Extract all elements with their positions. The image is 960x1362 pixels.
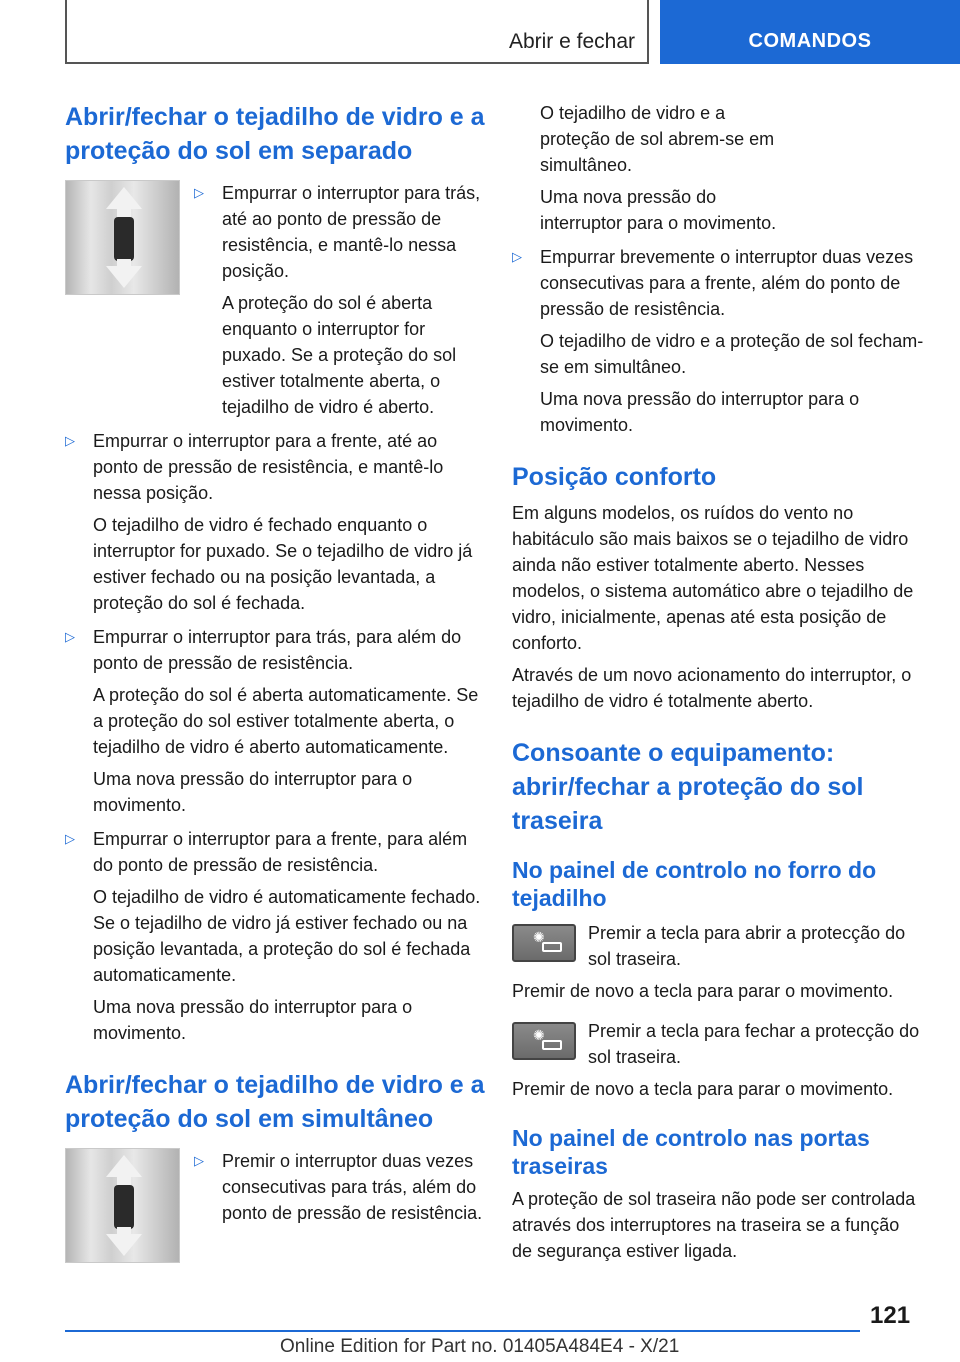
open-key-stop-text: Premir de novo a tecla para parar o movimento. — [512, 981, 894, 1001]
simultaneous-open-note: O tejadilho de vidro e a proteção de sol abrem-se em simultâneo. — [540, 103, 775, 175]
step-push-back-auto: ▷ Empurrar o interruptor para trás, para além do ponto de pressão de resistência. — [65, 624, 485, 676]
page-number: 121 — [870, 1302, 911, 1329]
footer-rule — [65, 1330, 860, 1332]
right-column — [512, 100, 924, 1264]
switch-icon — [114, 217, 134, 261]
switch-figure-row-1 — [65, 180, 485, 420]
step-push-back-note: A proteção do sol é aberta enquanto o interruptor for puxado. Se a proteção do sol estiver totalmente aberta, o tejadilho de vidro é aberto. — [222, 293, 457, 417]
step-push-forward: ▷ Empurrar o interruptor para a frente, até ao ponto de pressão de resistência, e mantê-lo nessa posição. — [65, 428, 485, 506]
step-press-twice-forward: ▷ Empurrar brevemente o interruptor duas vezes consecutivas para a frente, além do ponto de pressão de resistência. — [512, 244, 924, 322]
chapter-tab[interactable] — [660, 0, 960, 64]
open-key-text: Premir a tecla para abrir a protecção do sol traseira. — [588, 923, 906, 969]
heading-simultaneous: Abrir/fechar o tejadilho de vidro e a proteção do sol em simultâneo — [65, 1071, 485, 1133]
simultaneous-open-note-2: Uma nova pressão do interruptor para o movimento. — [540, 187, 777, 233]
roof-switch-image — [65, 180, 180, 295]
heading-separate: Abrir/fechar o tejadilho de vidro e a proteção do sol em separado — [65, 103, 485, 165]
arrow-down-icon — [106, 266, 142, 288]
step-press-twice-forward-note-2: Uma nova pressão do interruptor para o movimento. — [540, 389, 860, 435]
comfort-paragraph-1: Em alguns modelos, os ruídos do vento no habitáculo são mais baixos se o tejadilho de vidro ainda não estiver totalmente aberto. Nesses modelos, o sistema automático abre o tejadilho de vidro, inicialmente, apenas até esta posição de conforto. — [512, 503, 914, 653]
left-column — [65, 100, 485, 1263]
footer-edition: Online Edition for Part no. 01405A484E4 - X/21 — [280, 1336, 680, 1357]
heading-comfort-position: Posição conforto — [512, 463, 717, 491]
arrow-down-icon — [106, 1234, 142, 1256]
heading-rear-sunblind: Consoante o equipamento: abrir/fechar a proteção do sol traseira — [512, 739, 864, 835]
header-left-rule — [65, 0, 67, 64]
step-push-back-auto-note-2: Uma nova pressão do interruptor para o movimento. — [93, 769, 413, 815]
sunblind-open-key-icon: ✺ — [512, 924, 576, 962]
sunblind-close-key-icon: ✺ — [512, 1022, 576, 1060]
step-press-twice-forward-note: O tejadilho de vidro e a proteção de sol fecham-se em simultâneo. — [540, 331, 924, 377]
step-push-forward-auto-note: O tejadilho de vidro é automaticamente fechado. Se o tejadilho de vidro já estiver fechado ou na posição levantada, a proteção do sol é fechada automaticamente. — [93, 887, 481, 985]
step-push-forward-auto: ▷ Empurrar o interruptor para a frente, para além do ponto de pressão de resistência. — [65, 826, 485, 878]
roof-switch-image — [65, 1148, 180, 1263]
comfort-paragraph-2: Através de um novo acionamento do interruptor, o tejadilho de vidro é totalmente aberto. — [512, 665, 912, 711]
close-key-text: Premir a tecla para fechar a protecção do sol traseira. — [588, 1021, 920, 1067]
section-title: Abrir e fechar — [508, 30, 635, 53]
step-push-forward-note: O tejadilho de vidro é fechado enquanto o interruptor for puxado. Se o tejadilho de vidro já estiver fechado ou na posição levantada, a proteção do sol é fechada. — [93, 515, 473, 613]
open-key-row — [512, 920, 924, 972]
step-push-back: ▷ Empurrar o interruptor para trás, até ao ponto de pressão de resistência, e mantê-lo nessa posição. — [194, 180, 485, 284]
close-key-row — [512, 1018, 924, 1070]
rear-doors-paragraph: A proteção de sol traseira não pode ser controlada através dos interruptores na traseira se a função de segurança estiver ligada. — [512, 1189, 916, 1261]
step-push-forward-auto-note-2: Uma nova pressão do interruptor para o movimento. — [93, 997, 413, 1043]
subheading-rear-doors: No painel de controlo nas portas traseiras — [512, 1125, 870, 1179]
chapter-tab-label: COMANDOS — [748, 30, 872, 52]
close-key-stop-text: Premir de novo a tecla para parar o movimento. — [512, 1079, 894, 1099]
switch-icon — [114, 1185, 134, 1229]
step-push-back-auto-note: A proteção do sol é aberta automaticamente. Se a proteção do sol estiver totalmente aberta, o tejadilho de vidro é aberto automaticamente. — [93, 685, 479, 757]
subheading-roof-panel: No painel de controlo no forro do tejadilho — [512, 857, 877, 911]
step-press-twice-back: ▷ Premir o interruptor duas vezes consecutivas para trás, além do ponto de pressão de resistência. — [194, 1148, 485, 1226]
arrow-up-icon — [106, 1155, 142, 1177]
header-bottom-rule — [65, 62, 649, 64]
switch-figure-row-2 — [65, 1148, 485, 1263]
arrow-up-icon — [106, 187, 142, 209]
header-right-rule — [647, 0, 649, 64]
